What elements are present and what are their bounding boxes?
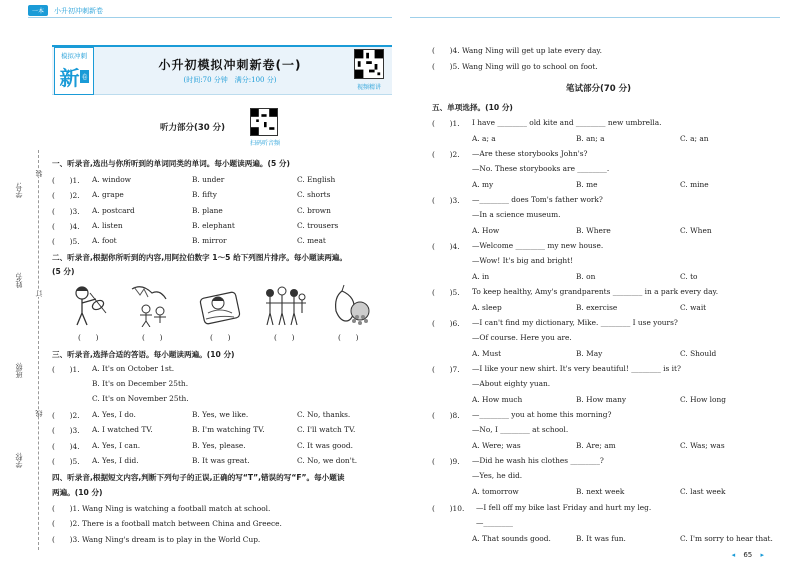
s5-q3-stem: —________ does Tom's father work? (472, 195, 603, 204)
s1-q4-option-b: B. elephant (192, 221, 235, 230)
s1-q2-option-a: A. grape (92, 190, 124, 199)
s1-q5-number[interactable]: ( )5. (52, 237, 80, 246)
picture-violin-boy (66, 283, 110, 327)
s4-statement-3[interactable]: ( )3. Wang Ning's dream is to play in the World Cup. (52, 535, 261, 544)
s1-q3-option-c: C. brown (297, 206, 331, 215)
picture-tree-kids (128, 283, 172, 327)
s5-q10-stem: —I fell off my bike last Friday and hurt my leg. (476, 503, 652, 512)
s5-q1-stem: I have ________ old kite and ________ new umbrella. (472, 118, 662, 127)
s1-q1-option-a: A. window (92, 175, 131, 184)
student-id-label: 学号: (15, 182, 23, 199)
s1-q5-option-c: C. meat (297, 236, 326, 245)
s5-q9-stem-2: —Yes, he did. (472, 471, 523, 480)
s5-q9-number[interactable]: ( )9. (432, 457, 460, 466)
s4-statement-1[interactable]: ( )1. Wang Ning is watching a football match at school. (52, 504, 271, 513)
audio-qr-caption: 扫码听音频 (249, 140, 280, 147)
s5-q8-option-c: C. Was; was (680, 441, 725, 450)
s5-q2-stem-2: —No. These storybooks are ________. (472, 164, 610, 173)
next-page-icon[interactable]: ▸ (760, 551, 764, 559)
picture-sleeping-girl (198, 283, 242, 327)
picture-1-order-blank[interactable]: ( ) (78, 333, 99, 342)
s5-q4-option-a: A. in (472, 272, 490, 281)
section-4-heading: 四、听录音,根据短文内容,判断下列句子的正误,正确的写“T”,错误的写“F”。每小题读 (52, 473, 345, 482)
s1-q1-option-b: B. under (192, 175, 225, 184)
s5-q4-option-b: B. on (576, 272, 596, 281)
picture-4-order-blank[interactable]: ( ) (274, 333, 295, 342)
school-label: 学校: (15, 452, 23, 469)
section-3-heading: 三、听录音,选择合适的答语。每小题读两遍。(10 分) (52, 350, 235, 359)
s3-q4-option-c: C. It was good. (297, 441, 353, 450)
series-header (28, 5, 103, 16)
s1-q5-option-a: A. foot (92, 236, 117, 245)
s1-q4-number[interactable]: ( )4. (52, 222, 80, 231)
s3-q1-option-c: C. It's on November 25th. (92, 394, 189, 403)
cut-char-3: 线 (35, 410, 43, 417)
cut-char-1: 装 (35, 170, 43, 177)
s5-q1-option-a: A. a; a (472, 134, 496, 143)
s4-statement-4[interactable]: ( )4. Wang Ning will get up late every day. (432, 46, 602, 55)
name-label: 姓名: (15, 272, 23, 289)
s3-q1-number[interactable]: ( )1. (52, 365, 80, 374)
s5-q3-option-a: A. How (472, 226, 500, 235)
picture-fruits (330, 283, 374, 327)
s5-q4-stem-2: —Wow! It's big and bright! (472, 256, 574, 265)
s3-q1-option-a: A. It's on October 1st. (92, 364, 175, 373)
s5-q7-stem-2: —About eighty yuan. (472, 379, 551, 388)
s1-q5-option-b: B. mirror (192, 236, 227, 245)
s3-q5-option-c: C. No, we don't. (297, 456, 358, 465)
badge-small-char: 卷 (80, 70, 88, 83)
s5-q10-number[interactable]: ( )10. (432, 504, 465, 513)
s1-q3-option-b: B. plane (192, 206, 223, 215)
s5-q5-option-a: A. sleep (472, 303, 502, 312)
s1-q1-number[interactable]: ( )1. (52, 176, 80, 185)
s1-q2-option-c: C. shorts (297, 190, 331, 199)
s5-q4-stem: —Welcome ________ my new house. (472, 241, 604, 250)
s1-q4-option-c: C. trousers (297, 221, 339, 230)
s5-q4-option-c: C. to (680, 272, 698, 281)
picture-3-order-blank[interactable]: ( ) (210, 333, 231, 342)
s3-q4-option-b: B. Yes, please. (192, 441, 246, 450)
section-2-heading: 二、听录音,根据你所听到的内容,用阿拉伯数字 1～5 给下列图片排序。每小题读两遍。 (52, 253, 347, 262)
s3-q5-option-a: A. Yes, I did. (92, 456, 139, 465)
video-qr-caption: 视频精讲 (356, 84, 381, 91)
s5-q7-option-b: B. How many (576, 395, 627, 404)
s3-q2-option-b: B. Yes, we like. (192, 410, 249, 419)
header-rule-right (410, 17, 780, 18)
exam-badge (54, 47, 94, 95)
s5-q2-option-c: C. mine (680, 180, 709, 189)
s5-q9-stem: —Did he wash his clothes ________? (472, 456, 604, 465)
s5-q2-option-a: A. my (472, 180, 494, 189)
s1-q2-option-b: B. fifty (192, 190, 217, 199)
s3-q2-option-c: C. No, thanks. (297, 410, 351, 419)
s1-q3-option-a: A. postcard (92, 206, 135, 215)
s3-q4-number[interactable]: ( )4. (52, 442, 80, 451)
s5-q2-number[interactable]: ( )2. (432, 150, 460, 159)
writing-title: 笔试部分(70 分) (566, 84, 632, 94)
s5-q8-stem-2: —No, I ________ at school. (472, 425, 569, 434)
s3-q4-option-a: A. Yes, I can. (92, 441, 141, 450)
badge-caption: 模拟冲刺 (61, 52, 87, 60)
s5-q10-option-a: A. That sounds good. (472, 534, 551, 543)
audio-qr-icon[interactable] (250, 108, 278, 136)
series-tag: 一本 (28, 5, 48, 16)
s5-q6-stem: —I can't find my dictionary, Mike. ________ I use yours? (472, 318, 678, 327)
s5-q3-stem-2: —In a science museum. (472, 210, 561, 219)
cut-char-2: 订 (35, 290, 43, 297)
video-qr-icon[interactable] (354, 49, 384, 79)
s5-q8-option-a: A. Were; was (472, 441, 521, 450)
s5-q5-stem: To keep healthy, Amy's grandparents ________ in a park every day. (472, 287, 719, 296)
s5-q6-number[interactable]: ( )6. (432, 319, 460, 328)
s5-q3-option-b: B. Where (576, 226, 611, 235)
s5-q6-option-a: A. Must (472, 349, 502, 358)
s5-q2-stem: —Are these storybooks John's? (472, 149, 588, 158)
exam-title: 小升初模拟冲刺新卷(一) (158, 58, 302, 72)
s5-q2-option-b: B. me (576, 180, 598, 189)
s5-q5-option-b: B. exercise (576, 303, 618, 312)
s5-q9-option-c: C. last week (680, 487, 726, 496)
s5-q10-stem-2: —________ (476, 518, 513, 527)
s5-q4-number[interactable]: ( )4. (432, 242, 460, 251)
s3-q5-option-b: B. It was great. (192, 456, 250, 465)
page-footer (732, 551, 764, 559)
s5-q6-option-c: C. Should (680, 349, 717, 358)
s4-statement-5[interactable]: ( )5. Wang Ning will go to school on foot. (432, 62, 598, 71)
prev-page-icon[interactable]: ◂ (731, 551, 736, 559)
s1-q3-number[interactable]: ( )3. (52, 207, 80, 216)
s3-q3-number[interactable]: ( )3. (52, 426, 80, 435)
s5-q9-option-b: B. next week (576, 487, 625, 496)
s3-q1-option-b: B. It's on December 25th. (92, 379, 189, 388)
s3-q3-option-c: C. I'll watch TV. (297, 425, 356, 434)
s5-q8-option-b: B. Are; am (576, 441, 616, 450)
picture-5-order-blank[interactable]: ( ) (338, 333, 359, 342)
s5-q3-option-c: C. When (680, 226, 712, 235)
s5-q5-number[interactable]: ( )5. (432, 288, 460, 297)
s3-q2-option-a: A. Yes, I do. (92, 410, 136, 419)
picture-group-kids (262, 283, 306, 327)
listening-title: 听力部分(30 分) (160, 123, 226, 133)
s5-q7-stem: —I like your new shirt. It's very beautiful! ________ is it? (472, 364, 681, 373)
s5-q8-stem: —________ you at home this morning? (472, 410, 612, 419)
picture-2-order-blank[interactable]: ( ) (142, 333, 163, 342)
s1-q4-option-a: A. listen (92, 221, 123, 230)
s5-q10-option-b: B. It was fun. (576, 534, 626, 543)
s5-q6-stem-2: —Of course. Here you are. (472, 333, 572, 342)
s5-q1-option-b: B. an; a (576, 134, 605, 143)
s1-q1-option-c: C. English (297, 175, 336, 184)
section-2-heading-cont: (5 分) (52, 267, 75, 276)
s5-q9-option-a: A. tomorrow (472, 487, 519, 496)
series-name: 小升初冲刺新卷 (54, 6, 104, 15)
s5-q10-option-c: C. I'm sorry to hear that. (680, 534, 773, 543)
page-number: 65 (743, 551, 753, 559)
s3-q2-number[interactable]: ( )2. (52, 411, 80, 420)
section-4-heading-cont: 两遍。(10 分) (52, 488, 103, 497)
s5-q3-number[interactable]: ( )3. (432, 196, 460, 205)
s3-q3-option-b: B. I'm watching TV. (192, 425, 265, 434)
s5-q5-option-c: C. wait (680, 303, 707, 312)
s3-q5-number[interactable]: ( )5. (52, 457, 80, 466)
s5-q7-option-c: C. How long (680, 395, 726, 404)
s5-q8-number[interactable]: ( )8. (432, 411, 460, 420)
exam-subtitle: (时间:70 分钟 满分:100 分) (183, 76, 277, 84)
s4-statement-2[interactable]: ( )2. There is a football match between China and Greece. (52, 519, 282, 528)
s5-q6-option-b: B. May (576, 349, 603, 358)
class-label: 班级: (15, 362, 23, 379)
badge-big-char: 新 (59, 66, 80, 90)
s5-q7-option-a: A. How much (472, 395, 523, 404)
binding-line (38, 150, 39, 550)
section-5-heading: 五、单项选择。(10 分) (432, 103, 513, 112)
s5-q1-number[interactable]: ( )1. (432, 119, 460, 128)
s1-q2-number[interactable]: ( )2. (52, 191, 80, 200)
header-rule-left (28, 17, 392, 18)
s5-q1-option-c: C. a; an (680, 134, 709, 143)
s3-q3-option-a: A. I watched TV. (92, 425, 153, 434)
s5-q7-number[interactable]: ( )7. (432, 365, 460, 374)
section-1-heading: 一、听录音,选出与你所听到的单词同类的单词。每小题读两遍。(5 分) (52, 159, 290, 168)
